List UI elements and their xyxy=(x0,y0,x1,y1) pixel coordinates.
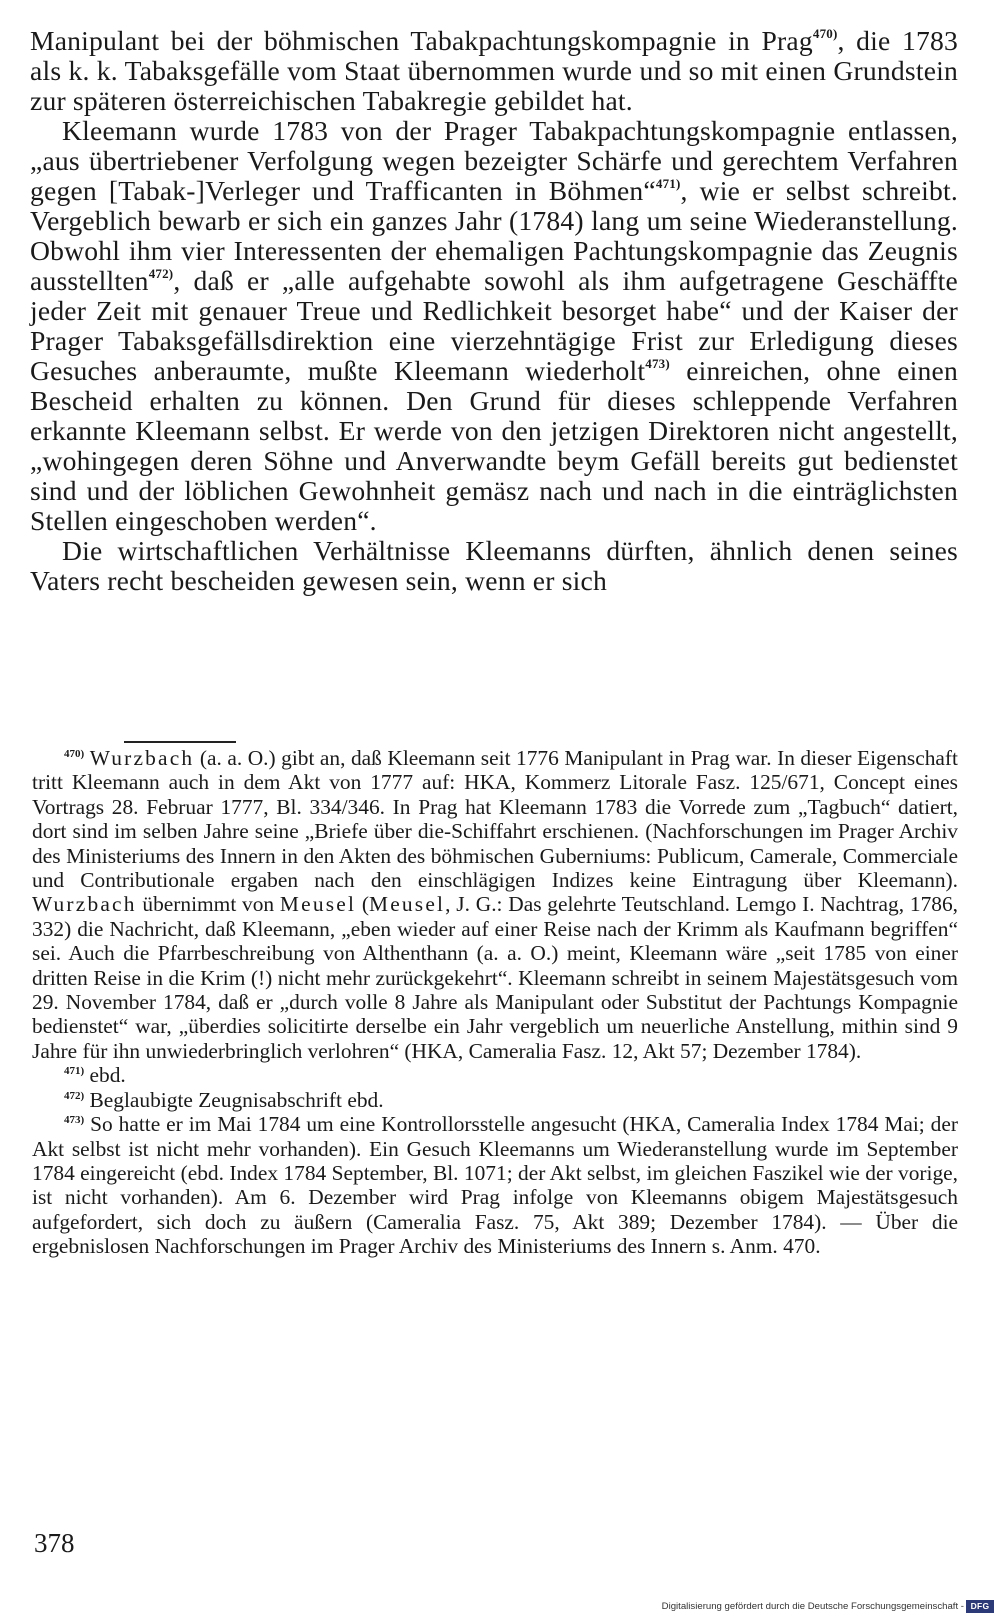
dfg-logo: DFG xyxy=(966,1600,994,1613)
author-name: Meusel xyxy=(369,892,446,917)
footnote-number: 470) xyxy=(64,748,85,760)
author-name: Wurzbach xyxy=(32,892,137,917)
paragraph-2-text-a: Kleemann wurde 1783 von der Prager Tabakpachtungskompagnie entlassen, „aus übertriebener Verfolgung wegen bezeigter Schärfe und gerechtem Verfahren gegen [Tabak-]Verleger und Trafficanten in Böhmen“ xyxy=(30,115,958,206)
main-text xyxy=(30,26,958,596)
footnotes xyxy=(32,746,958,1259)
footnote-470 xyxy=(32,746,958,1063)
footnote-text: So hatte er im Mai 1784 um eine Kontrollorsstelle angesucht (HKA, Cameralia Index 1784 Mai; der Akt selbst ist nicht mehr vorhanden). Ein Gesuch Kleemanns um Wiederanstellung wurde im September 1784 eingereicht (ebd. Index 1784 September, Bl. 1071; der Akt selbst, im gleichen Faszikel wie der vorige, ist nicht vorhanden). Am 6. Dezember wird Prag infolge von Kleemanns obigem Majestätsgesuch aufgefordert, sich doch zu äußern (Cameralia Fasz. 75, Akt 389; Dezember 1784). — Über die ergebnislosen Nachforschungen im Prager Archiv des Ministeriums des Innern s. Anm. 470. xyxy=(32,1112,958,1259)
author-name: Wurzbach xyxy=(89,746,195,770)
footnote-number: 471) xyxy=(64,1065,85,1078)
author-name: Meusel xyxy=(279,892,357,917)
paragraph-2-text-d: einreichen, ohne einen Bescheid erhalten zu können. Den Grund für dieses schleppende Verfahren erkannte Kleemann selbst. Er werde von den jetzigen Direktoren nicht angestellt, „wohingegen deren Söhne und Anverwandte beym Gefäll bereits gut bedienstet sind und der löblichen Gewohnheit gemäsz nach und nach in die einträglichsten Stellen eingeschoben werden“. xyxy=(30,355,958,536)
paragraph-1-text-b: , die 1783 als k. k. Tabaksgefälle vom Staat übernommen wurde und so mit einen Grundstein zur späteren österreichischen Tabakregie gebildet hat. xyxy=(30,25,959,116)
footnote-ref-472: 472) xyxy=(148,266,174,281)
footnote-separator xyxy=(124,741,236,743)
paragraph-3 xyxy=(30,536,958,596)
footnote-number: 472) xyxy=(64,1089,85,1102)
paragraph-2 xyxy=(30,116,958,536)
footnote-text: ebd. xyxy=(84,1063,126,1088)
page-number: 378 xyxy=(34,1528,75,1558)
paragraph-1-text-a: Manipulant bei der böhmischen Tabakpachtungskompagnie in Prag xyxy=(30,25,813,56)
footnote-ref-471: 471) xyxy=(655,176,681,191)
paragraph-3-text: Die wirtschaftlichen Verhältnisse Kleemanns dürften, ähnlich denen seines Vaters recht bescheiden gewesen sein, wenn er sich xyxy=(30,535,958,596)
footnote-number: 473) xyxy=(64,1114,85,1127)
paragraph-2-text-c: , daß er „alle aufgehabte sowohl als ihm aufgetragene Geschäffte jeder Zeit mit genauer Treue und Redlichkeit besorget habe“ und der Kaiser der Prager Tabaksgefällsdirektion eine vierzehntägige Frist zur Erledigung dieses Gesuches anberaumte, mußte Kleemann wiederholt xyxy=(30,265,958,386)
footnote-473 xyxy=(32,1112,958,1258)
footnote-472 xyxy=(32,1088,958,1112)
footnote-text: (a. a. O.) gibt an, daß Kleemann seit 1776 Manipulant in Prag war. In dieser Eigenschaft tritt Kleemann auch in dem Akt von 1777 auf: HKA, Kommerz Litorale Fasz. 125/671, Concept eines Vortrags 28. Februar 1777, Bl. 334/346. In Prag hat Kleemann 1783 die Vorrede zum „Tagbuch“ datiert, dort sind im selben Jahre seine „Briefe über die-Schiffahrt erschienen. (Nachforschungen im Prager Archiv des Ministeriums des Innern in den Akten des böhmischen Guberniums: Publicum, Camerale, Commerciale und Contributionale ergaben nach den einschlägigen Indizes keine Eintragung über Kleemann). xyxy=(32,746,958,893)
footnote-ref-470: 470) xyxy=(812,26,838,41)
paragraph-1 xyxy=(30,26,958,116)
footnote-ref-473: 473) xyxy=(645,356,670,371)
footnote-text: Beglaubigte Zeugnisabschrift ebd. xyxy=(84,1087,384,1112)
footnote-471 xyxy=(32,1063,958,1087)
paragraph-2-text-b: , wie er selbst schreibt. Vergeblich bewarb er sich ein ganzes Jahr (1784) lang um seine Wiederanstellung. Obwohl ihm vier Interessenten der ehemaligen Pachtungskompagnie das Zeugnis ausstellten xyxy=(30,175,958,296)
digitization-credit: Digitalisierung gefördert durch die Deutsche Forschungsgemeinschaft - xyxy=(661,1601,964,1612)
footnote-text: ( xyxy=(356,892,369,917)
footnote-text: , J. G.: Das gelehrte Teutschland. Lemgo I. Nachtrag, 1786, 332) die Nachricht, daß Kleemann, „eben wieder auf einer Reise nach der Krimm als Kaufmann begriffen“ sei. Auch die Pfarrbeschreibung von Althenthann (a. a. O.) meint, Kleemann wäre „seit 1785 von einer dritten Reise in die Krim (!) nicht mehr zurückgekehrt“. Kleemann schreibt in seinem Majestätsgesuch vom 29. November 1784, daß er „durch volle 8 Jahre als Manipulant oder Substitut der Pachtungs Kompagnie bedienstet“ war, „überdies solicitirte derselbe ein Jahr vergeblich um neuerliche Anstellung, mithin sind 9 Jahre für ihn unwiederbringlich verlohren“ (HKA, Cameralia Fasz. 12, Akt 57; Dezember 1784). xyxy=(32,892,959,1063)
footnote-text: übernimmt von xyxy=(136,892,280,917)
